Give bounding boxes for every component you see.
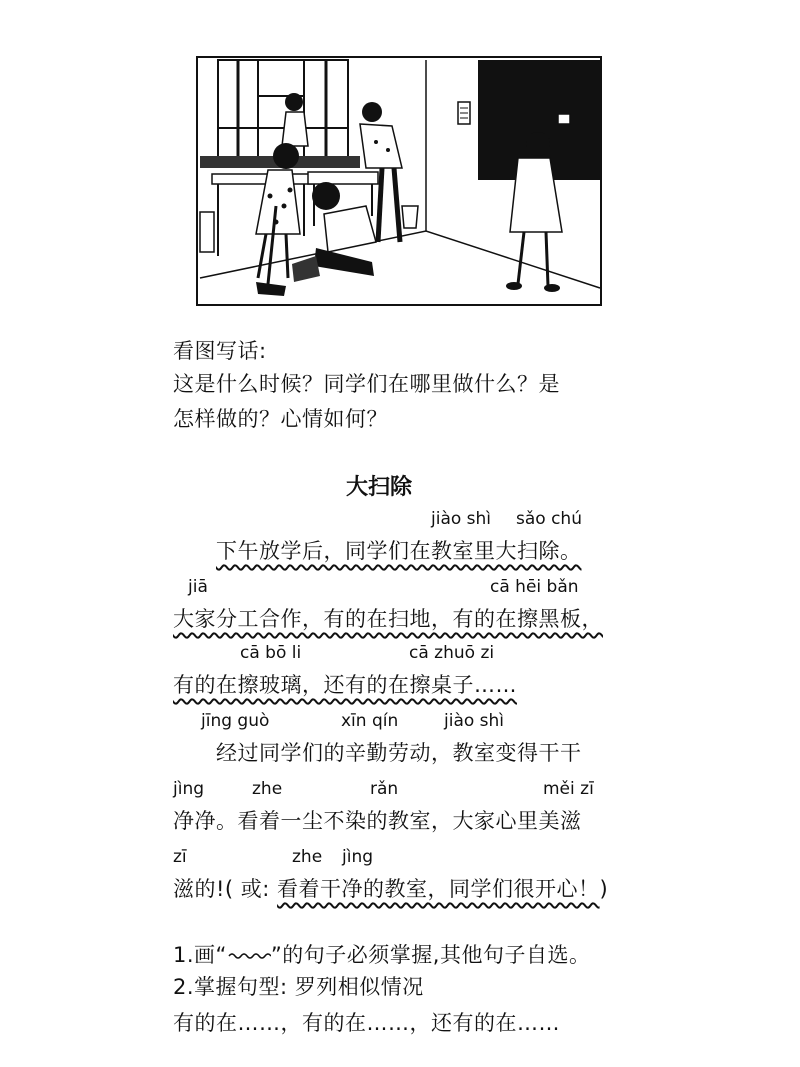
pinyin: zī <box>173 847 187 867</box>
pinyin: zhe <box>252 779 283 799</box>
sentence-2: 大家分工合作，有的在扫地，有的在擦黑板， <box>173 607 603 631</box>
pinyin: jiā <box>188 577 208 597</box>
pinyin: jìng <box>173 779 205 799</box>
pinyin: sǎo chú <box>516 509 582 529</box>
sentence-6 <box>173 874 608 904</box>
sentence-6-lead: 滋的!( 或: <box>173 877 278 901</box>
sentence-6-close: ) <box>599 877 609 901</box>
classroom-cleaning-illustration <box>196 56 602 306</box>
pinyin: zhe <box>292 847 323 867</box>
sentence-4: 经过同学们的辛勤劳动，教室变得干干 <box>216 741 582 765</box>
pinyin: jiào shì <box>431 509 492 529</box>
prompt-line-1: 看图写话: <box>173 339 267 363</box>
pinyin: cā zhuō zi <box>409 643 495 663</box>
pinyin: cā hēi bǎn <box>490 577 579 597</box>
sentence-6-alt: 看着干净的教室，同学们很开心！ <box>277 877 600 901</box>
illustration-svg <box>196 56 602 306</box>
sentence-5: 净净。看着一尘不染的教室，大家心里美滋 <box>173 809 582 833</box>
wavy-underline-sample <box>227 940 271 960</box>
sentence-3: 有的在擦玻璃，还有的在擦桌子…… <box>173 673 517 697</box>
prompt-line-3: 怎样做的？心情如何？ <box>173 407 388 431</box>
pinyin: jīng guò <box>201 711 270 731</box>
note-1-lead: 1.画“ <box>173 943 227 967</box>
pinyin: cā bō li <box>240 643 302 663</box>
pinyin: měi zī <box>543 779 594 799</box>
pinyin: jìng <box>342 847 374 867</box>
note-2: 2.掌握句型: 罗列相似情况 <box>173 975 424 999</box>
essay-title: 大扫除 <box>346 475 413 500</box>
prompt-line-2: 这是什么时候？同学们在哪里做什么？是 <box>173 372 560 396</box>
pinyin: jiào shì <box>444 711 505 731</box>
sentence-1: 下午放学后，同学们在教室里大扫除。 <box>216 539 582 563</box>
note-1 <box>173 940 590 970</box>
pinyin: xīn qín <box>341 711 399 731</box>
note-1-rest: ”的句子必须掌握,其他句子自选。 <box>270 943 591 967</box>
pinyin: rǎn <box>370 779 399 799</box>
note-3: 有的在……，有的在……，还有的在…… <box>173 1011 560 1035</box>
